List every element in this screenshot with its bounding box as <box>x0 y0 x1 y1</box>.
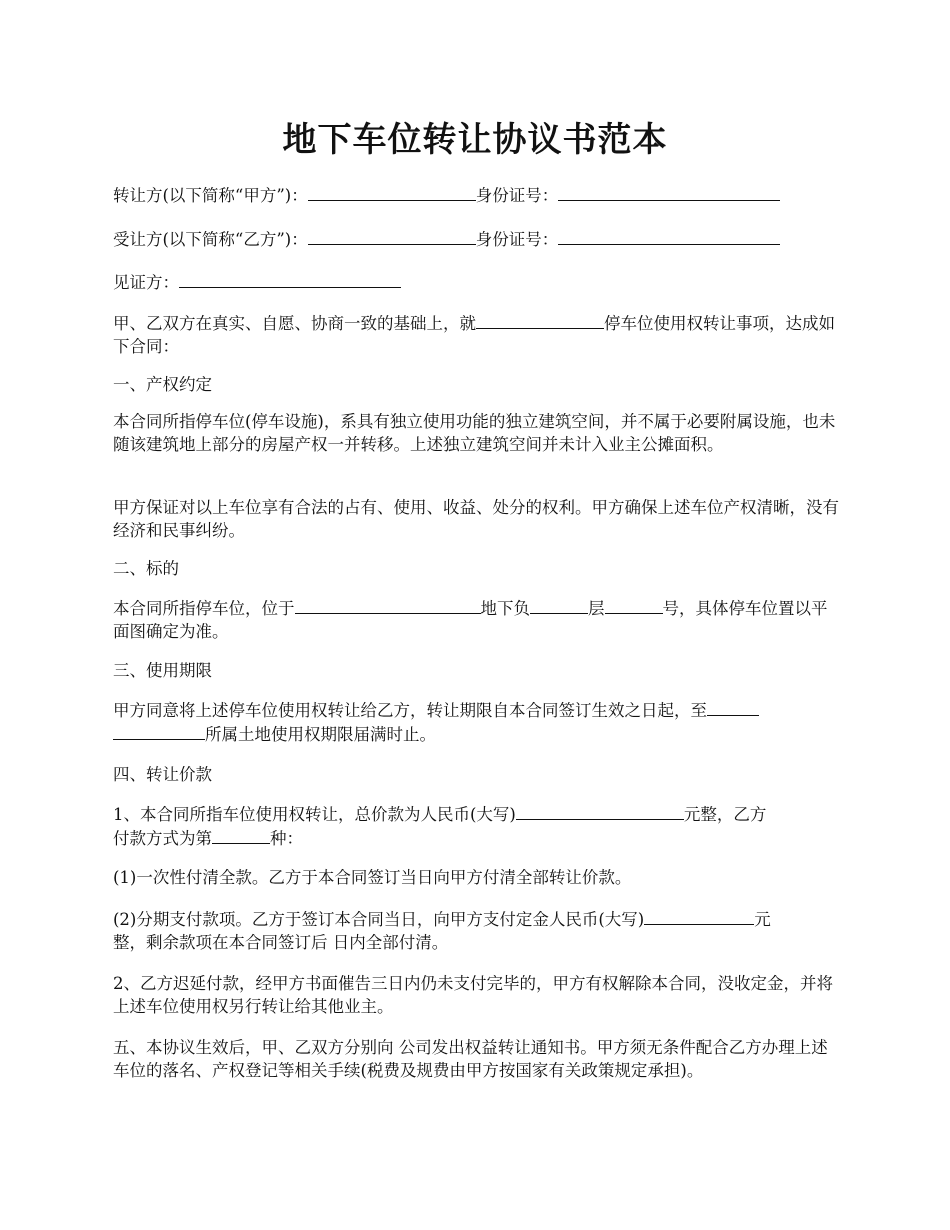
price-blank <box>516 802 684 820</box>
intro-blank <box>476 311 604 329</box>
section2-paragraph <box>113 596 843 643</box>
deposit-text-3: 整，剩余款项在本合同签订后 日内全部付清。 <box>113 933 449 952</box>
payment-option-1: (1)一次性付清全款。乙方于本合同签订当日向甲方付清全部转让价款。 <box>113 868 632 887</box>
party-a-id-label: 身份证号： <box>475 186 559 205</box>
section2-heading: 二、标的 <box>113 559 179 578</box>
term-blank-2 <box>113 722 205 740</box>
party-b-name-blank <box>308 227 476 245</box>
floor-blank <box>530 596 588 614</box>
party-a-line <box>113 183 843 207</box>
intro-paragraph <box>113 311 843 358</box>
price-text-2: 元整，乙方 <box>683 805 767 824</box>
number-blank <box>605 596 663 614</box>
witness-line <box>113 270 843 294</box>
section3-paragraph <box>113 698 843 746</box>
document-title: 地下车位转让协议书范本 <box>282 120 668 160</box>
party-b-id-blank <box>558 227 780 245</box>
section2-text-3: 层 <box>588 599 605 618</box>
section2-text-2: 地下负 <box>480 599 530 618</box>
price-text-1: 1、本合同所指车位使用权转让，总价款为人民币(大写) <box>113 805 516 824</box>
section3-heading: 三、使用期限 <box>113 661 212 680</box>
witness-blank <box>179 270 401 288</box>
section3-text-2: 所属土地使用权期限届满时止。 <box>205 725 436 744</box>
party-a-name-blank <box>308 183 476 201</box>
section2-text-1: 本合同所指停车位，位于 <box>113 599 295 618</box>
section2-text-4: 号，具体停车位置以平面图确定为准。 <box>113 599 828 641</box>
section4-item-2: 2、乙方迟延付款，经甲方书面催告三日内仍未支付完毕的，甲方有权解除本合同，没收定金，并将上述车位使用权另行转让给其他业主。 <box>113 974 833 1016</box>
party-a-id-blank <box>558 183 780 201</box>
section3-text-1: 甲方同意将上述停车位使用权转让给乙方，转让期限自本合同签订生效之日起，至 <box>113 701 707 720</box>
intro-text-1: 甲、乙双方在真实、自愿、协商一致的基础上，就 <box>113 314 476 333</box>
payment-option-2 <box>113 907 843 954</box>
term-blank-1 <box>707 698 759 716</box>
deposit-text-2: 元 <box>754 910 771 929</box>
deposit-text-1: (2)分期支付款项。乙方于签订本合同当日，向甲方支付定金人民币(大写) <box>113 910 645 929</box>
witness-label: 见证方： <box>113 273 179 292</box>
location-blank <box>295 596 481 614</box>
section1-heading: 一、产权约定 <box>113 375 212 394</box>
payment-method-text: 付款方式为第 <box>113 829 212 848</box>
deposit-blank <box>644 907 754 925</box>
section4-heading: 四、转让价款 <box>113 765 212 784</box>
payment-method-suffix: 种： <box>270 829 303 848</box>
party-b-label: 受让方(以下简称“乙方”)： <box>113 230 308 249</box>
party-b-id-label: 身份证号： <box>475 230 559 249</box>
section4-item-1 <box>113 802 843 850</box>
party-b-line <box>113 227 843 251</box>
section5-paragraph: 五、本协议生效后，甲、乙双方分别向 公司发出权益转让通知书。甲方须无条件配合乙方办理上述车位的落名、产权登记等相关手续(税费及规费由甲方按国家有关政策规定承担)。 <box>113 1038 828 1080</box>
party-a-label: 转让方(以下简称“甲方”)： <box>113 186 308 205</box>
section1-paragraph-1: 本合同所指停车位(停车设施)，系具有独立使用功能的独立建筑空间，并不属于必要附属设施，也未随该建筑地上部分的房屋产权一并转移。上述独立建筑空间并未计入业主公摊面积。 <box>113 412 836 454</box>
payment-method-blank <box>212 826 270 844</box>
intro-text-2: 停车位使用权转让事项，达成如下合同： <box>113 314 835 356</box>
section1-paragraph-2: 甲方保证对以上车位享有合法的占有、使用、收益、处分的权利。甲方确保上述车位产权清晰，没有经济和民事纠纷。 <box>113 498 839 540</box>
